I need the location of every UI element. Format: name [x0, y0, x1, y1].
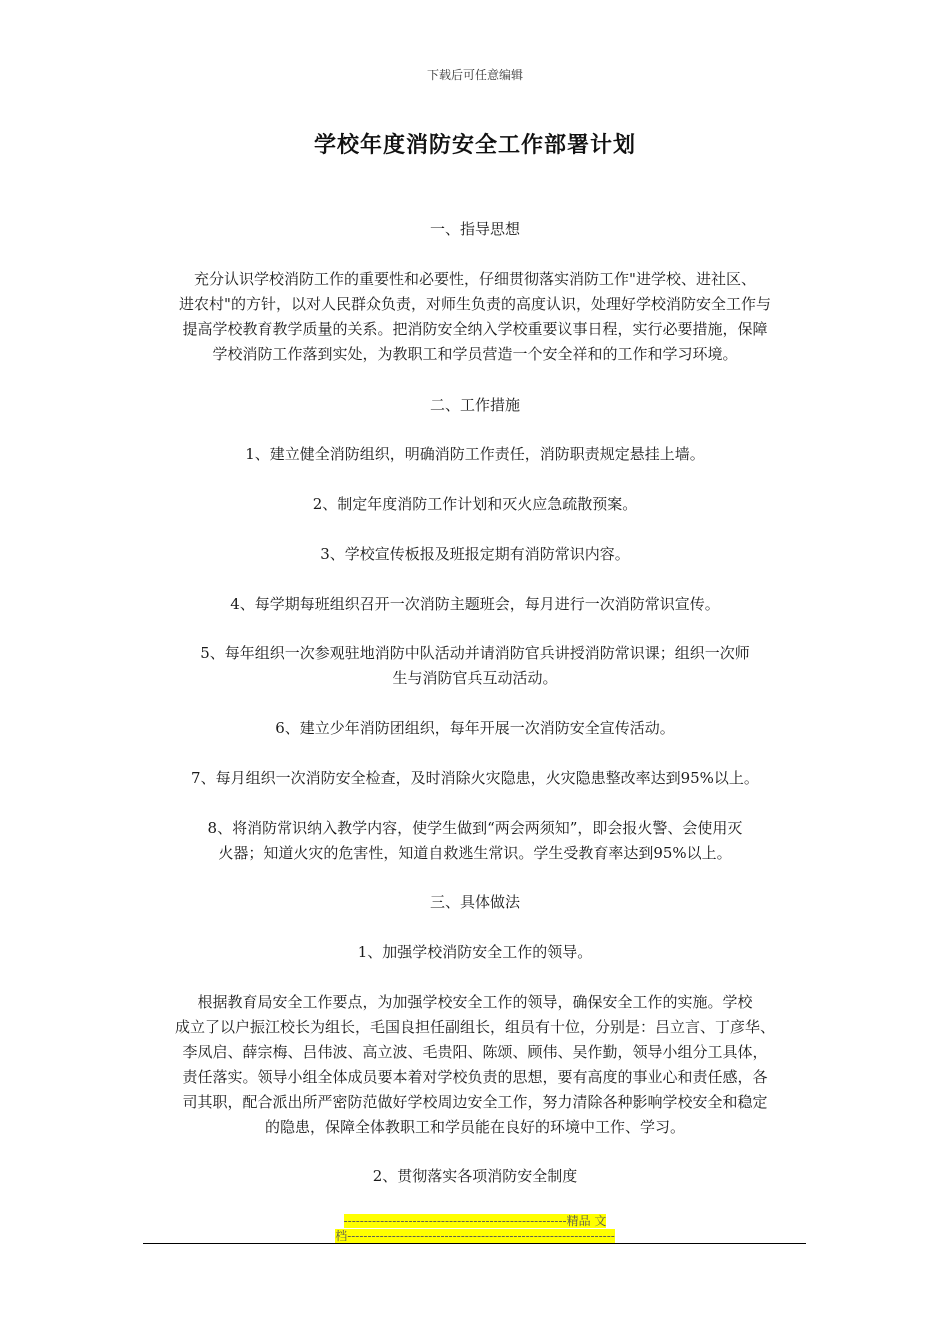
footer-banner-text: 档------------------------------------------------------------------ [335, 1229, 615, 1243]
paragraph-line: 李凤启、薛宗梅、吕伟波、高立波、毛贵阳、陈颂、顾伟、吴作勤，领导小组分工具体， [182, 1043, 768, 1061]
section-heading-specific-practices: 三、具体做法 [429, 893, 520, 911]
page-title: 学校年度消防安全工作部署计划 [313, 133, 636, 158]
list-item: 2、制定年度消防工作计划和灭火应急疏散预案。 [312, 495, 638, 513]
subheading-strengthen-leadership: 1、加强学校消防安全工作的领导。 [357, 943, 593, 961]
footer-banner-text: -------------------------------------------------------精品 文 [343, 1214, 607, 1228]
list-item: 1、建立健全消防组织，明确消防工作责任，消防职责规定悬挂上墙。 [245, 445, 705, 463]
paragraph-line: 的隐患，保障全体教职工和学员能在良好的环境中工作、学习。 [264, 1118, 685, 1136]
paragraph-line: 根据教育局安全工作要点，为加强学校安全工作的领导，确保安全工作的实施。学校 [197, 993, 753, 1011]
footer-rule [143, 1243, 806, 1244]
section-heading-guiding-thought: 一、指导思想 [429, 220, 520, 238]
paragraph-line: 学校消防工作落到实处，为教职工和学员营造一个安全祥和的工作和学习环境。 [212, 345, 738, 363]
list-item: 4、每学期每班组织召开一次消防主题班会，每月进行一次消防常识宣传。 [230, 595, 720, 613]
list-item-continuation: 生与消防官兵互动活动。 [392, 669, 558, 687]
list-item: 3、学校宣传板报及班报定期有消防常识内容。 [320, 545, 630, 563]
list-item: 7、每月组织一次消防安全检查，及时消除火灾隐患，火灾隐患整改率达到95%以上。 [191, 769, 759, 787]
paragraph-line: 进农村"的方针，以对人民群众负责，对师生负责的高度认识，处理好学校消防安全工作与 [179, 295, 771, 313]
list-item: 8、将消防常识纳入教学内容，使学生做到“两会两须知”，即会报火警、会使用灭 [207, 819, 743, 837]
paragraph-line: 提高学校教育教学质量的关系。把消防安全纳入学校重要议事日程，实行必要措施，保障 [182, 320, 768, 338]
paragraph-line: 成立了以户振江校长为组长，毛国良担任副组长，组员有十位，分别是：吕立言、丁彦华、 [174, 1018, 775, 1036]
section-heading-work-measures: 二、工作措施 [429, 396, 520, 414]
list-item-continuation: 火器；知道火灾的危害性，知道自救逃生常识。学生受教育率达到95%以上。 [218, 844, 732, 862]
list-item: 6、建立少年消防团组织，每年开展一次消防安全宣传活动。 [275, 719, 675, 737]
subheading-fire-safety-rules: 2、贯彻落实各项消防安全制度 [372, 1167, 578, 1185]
footer-banner-line-2 [0, 1227, 950, 1244]
paragraph-line: 司其职，配合派出所严密防范做好学校周边安全工作，努力清除各种影响学校安全和稳定 [182, 1093, 768, 1111]
list-item: 5、每年组织一次参观驻地消防中队活动并请消防官兵讲授消防常识课；组织一次师 [200, 644, 750, 662]
paragraph-line: 充分认识学校消防工作的重要性和必要性，仔细贯彻落实消防工作"进学校、进社区、 [194, 270, 756, 288]
header-note: 下载后可任意编辑 [426, 68, 523, 82]
paragraph-line: 责任落实。领导小组全体成员要本着对学校负责的思想，要有高度的事业心和责任感，各 [182, 1068, 768, 1086]
